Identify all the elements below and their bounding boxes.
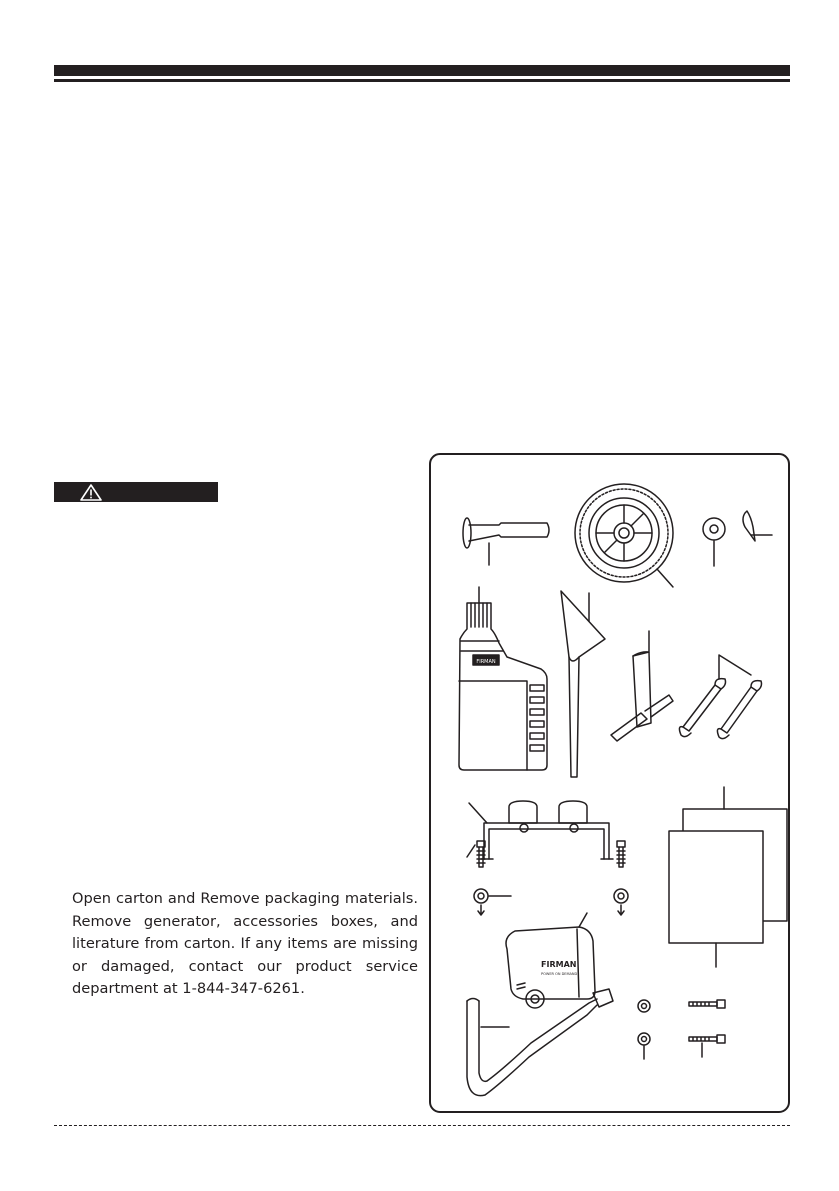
long-bolts-part bbox=[689, 1000, 725, 1057]
page-footer-rule bbox=[54, 1125, 790, 1126]
rubber-feet-part bbox=[474, 889, 628, 915]
unpacking-instructions: Open carton and Remove packaging materials. Remove generator, accessories boxes, and literature from carton. If any items are missing or damaged, contact our product service department at 1-844-347-6261. bbox=[72, 890, 418, 997]
washer-part bbox=[703, 518, 725, 566]
wheel-part bbox=[575, 484, 673, 587]
header-rule-thin bbox=[54, 79, 790, 82]
bracket-bolts-part bbox=[467, 841, 625, 867]
header-rule-thick bbox=[54, 65, 790, 76]
transport-handle-part bbox=[467, 989, 613, 1096]
cotter-pin-part bbox=[743, 511, 772, 541]
open-wrenches-part bbox=[679, 655, 761, 739]
parts-illustration bbox=[429, 453, 790, 1113]
oil-bottle-label: FIRMAN bbox=[476, 659, 496, 665]
warning-banner bbox=[54, 482, 218, 502]
cover-brand-label: FIRMAN bbox=[541, 960, 577, 969]
oil-bottle-part bbox=[459, 587, 547, 770]
cover-tagline-label: POWER ON DEMAND bbox=[541, 972, 578, 976]
axle-pin-part bbox=[463, 518, 549, 565]
spark-plug-wrench-part bbox=[611, 631, 673, 741]
funnel-part bbox=[561, 591, 605, 777]
owner-manual-part bbox=[669, 787, 787, 967]
warning-triangle-icon bbox=[80, 484, 102, 501]
foot-bracket-part bbox=[469, 801, 613, 859]
lock-nuts-part bbox=[638, 1000, 650, 1059]
